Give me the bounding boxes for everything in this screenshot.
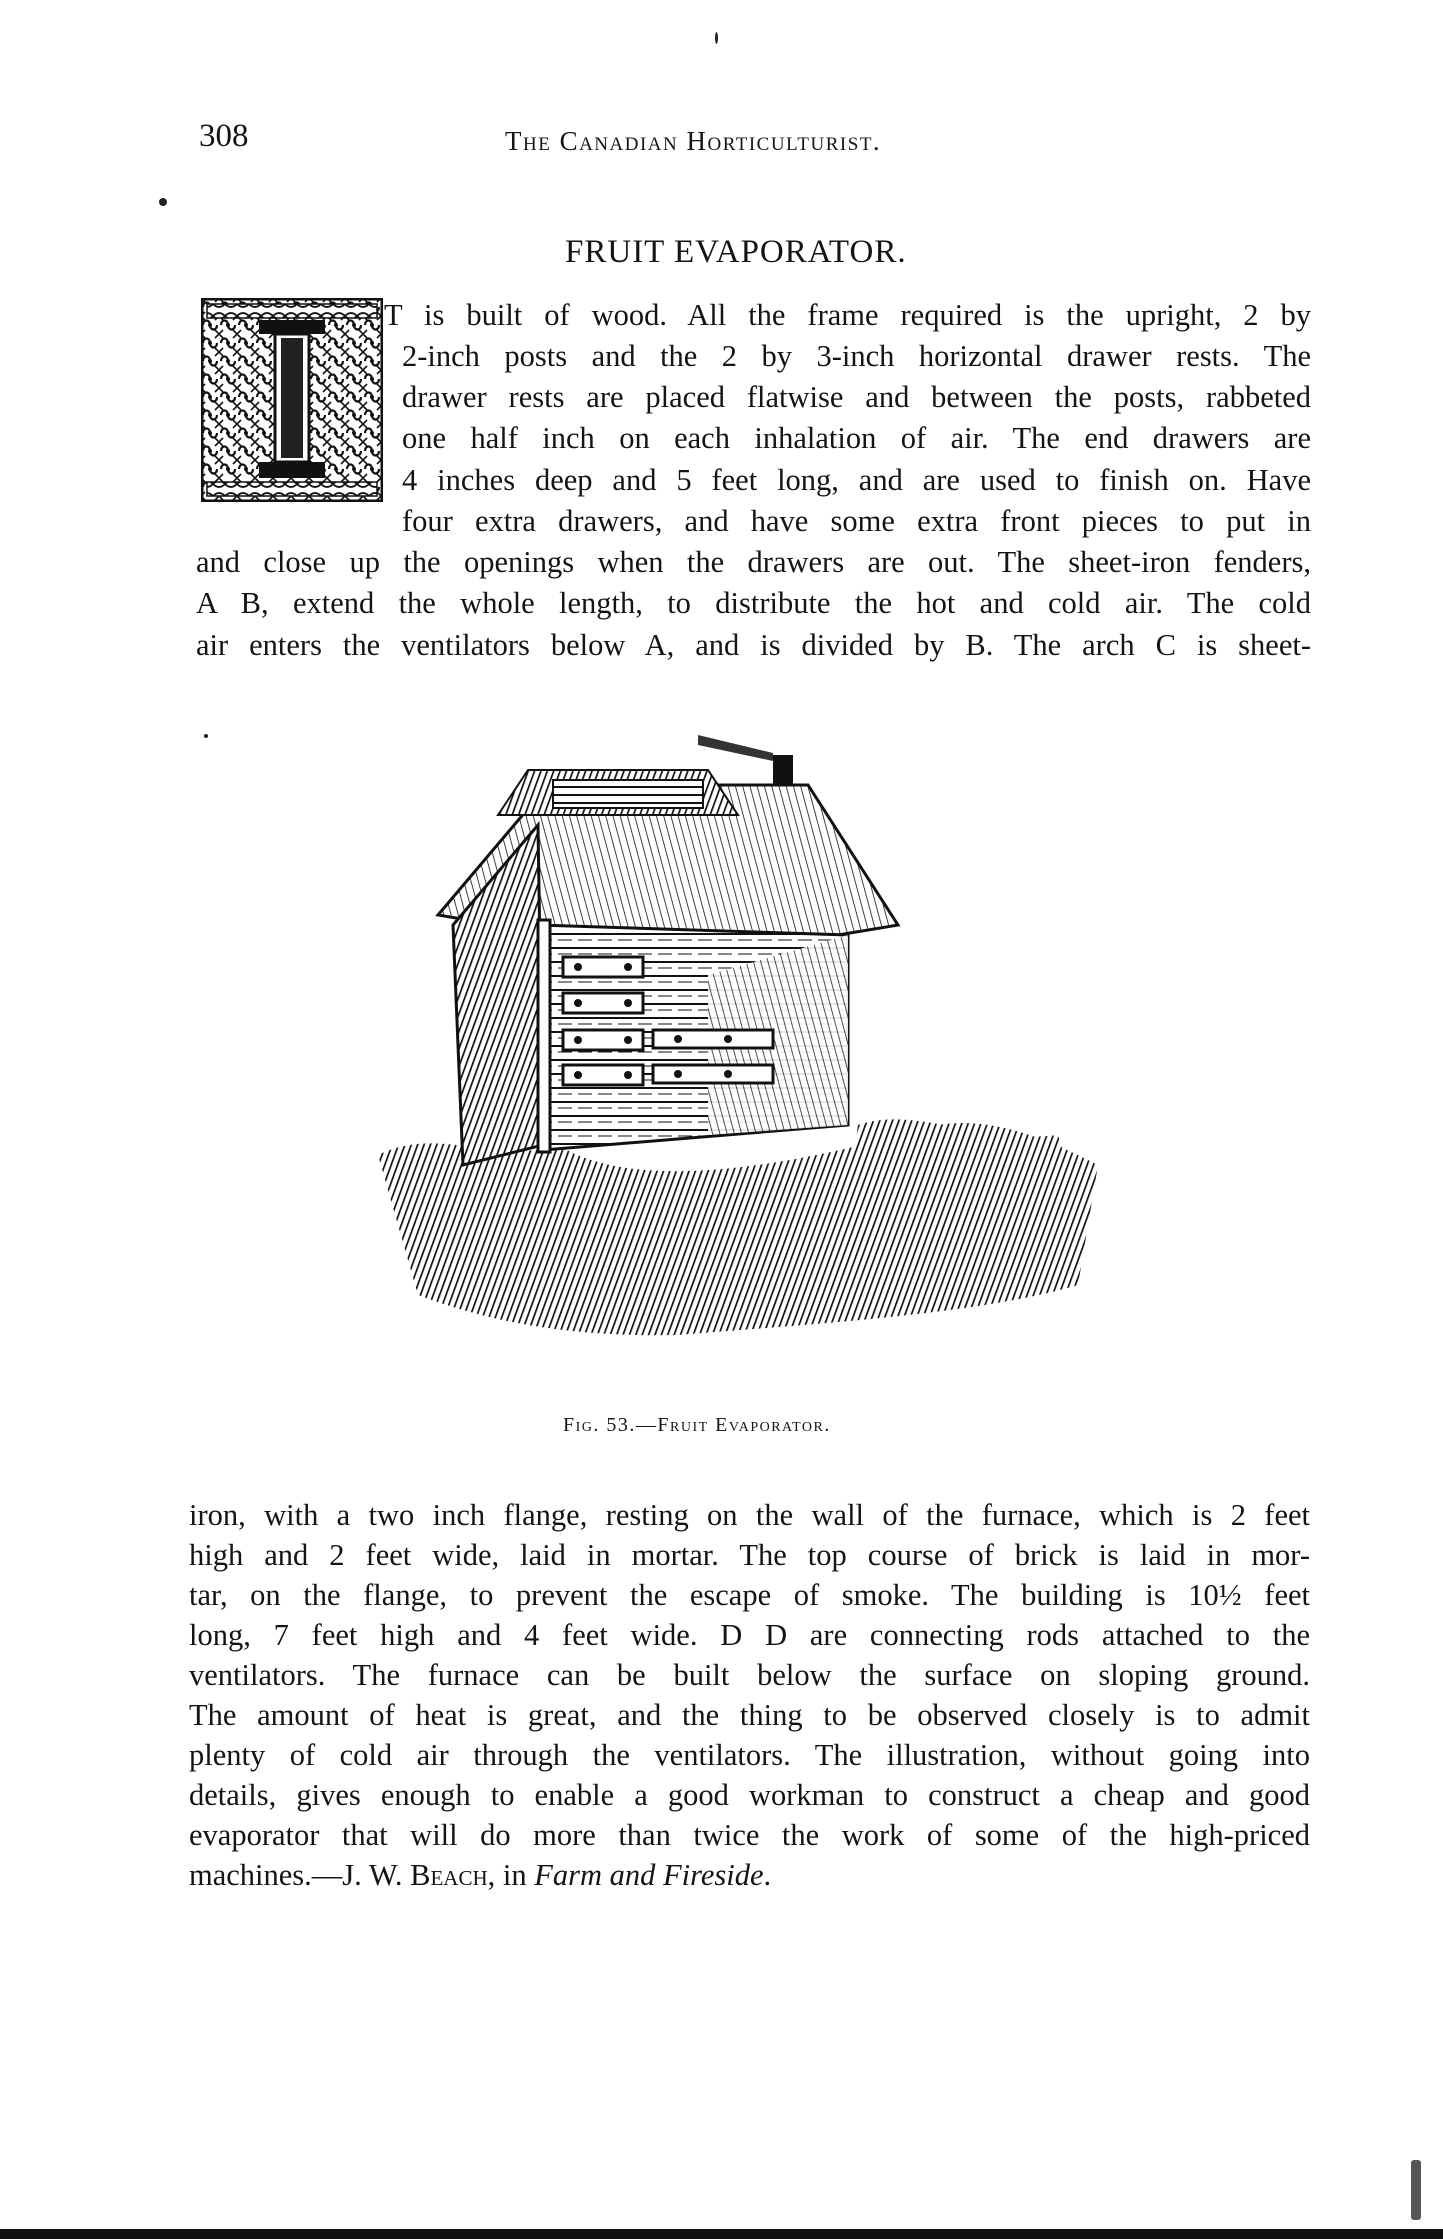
figure-evaporator — [378, 725, 1098, 1365]
text-line: long, 7 feet high and 4 feet wide. D D are connecting rods attached to the — [189, 1618, 1310, 1652]
text-line: tar, on the flange, to prevent the escape of smoke. The building is 10½ feet — [189, 1578, 1310, 1612]
signature-middle: , in — [487, 1858, 535, 1892]
author-name: Beach — [410, 1858, 488, 1892]
scan-speck — [715, 32, 718, 44]
text-line: and close up the openings when the drawers are out. The sheet-iron fenders, — [196, 545, 1311, 579]
text-line: 4 inches deep and 5 feet long, and are used to finish on. Have — [402, 463, 1311, 497]
signature-prefix: machines.—J. W. — [189, 1858, 411, 1892]
text-line: high and 2 feet wide, laid in mortar. The top course of brick is laid in mor- — [189, 1538, 1310, 1572]
signature-line — [189, 1860, 771, 1891]
scan-speck — [204, 734, 208, 738]
text-line: ventilators. The furnace can be built below the surface on sloping ground. — [189, 1658, 1310, 1692]
scan-speck — [159, 198, 167, 206]
running-head: The Canadian Horticulturist. — [505, 126, 882, 156]
evaporator-illustration — [378, 725, 1098, 1365]
text-line: evaporator that will do more than twice the work of some of the high-priced — [189, 1818, 1310, 1852]
text-line: plenty of cold air through the ventilators. The illustration, without going into — [189, 1738, 1310, 1772]
text-line: A B, extend the whole length, to distribute the hot and cold air. The cold — [196, 586, 1311, 620]
text-line: iron, with a two inch flange, resting on the wall of the furnace, which is 2 feet — [189, 1498, 1310, 1532]
text-line: T is built of wood. All the frame required is the upright, 2 by — [384, 298, 1311, 332]
scan-speck — [1411, 2160, 1421, 2220]
text-line: one half inch on each inhalation of air. The end drawers are — [402, 421, 1311, 455]
text-line: four extra drawers, and have some extra front pieces to put in — [402, 504, 1311, 538]
text-line: The amount of heat is great, and the thing to be observed closely is to admit — [189, 1698, 1310, 1732]
bottom-edge — [0, 2229, 1443, 2239]
article-title: FRUIT EVAPORATOR. — [565, 234, 907, 270]
text-line: air enters the ventilators below A, and is divided by B. The arch C is sheet- — [196, 628, 1311, 662]
dropcap-art — [201, 298, 383, 502]
text-line: details, gives enough to enable a good workman to construct a cheap and good — [189, 1778, 1310, 1812]
text-line: drawer rests are placed flatwise and between the posts, rabbeted — [402, 380, 1311, 414]
signature-end: . — [763, 1858, 772, 1892]
page-number: 308 — [199, 118, 249, 154]
figure-caption: Fig. 53.—Fruit Evaporator. — [563, 1414, 831, 1436]
source-title: Farm and Fireside — [534, 1858, 764, 1892]
text-line: 2-inch posts and the 2 by 3-inch horizontal drawer rests. The — [402, 339, 1311, 373]
dropcap-ornament — [201, 298, 383, 502]
